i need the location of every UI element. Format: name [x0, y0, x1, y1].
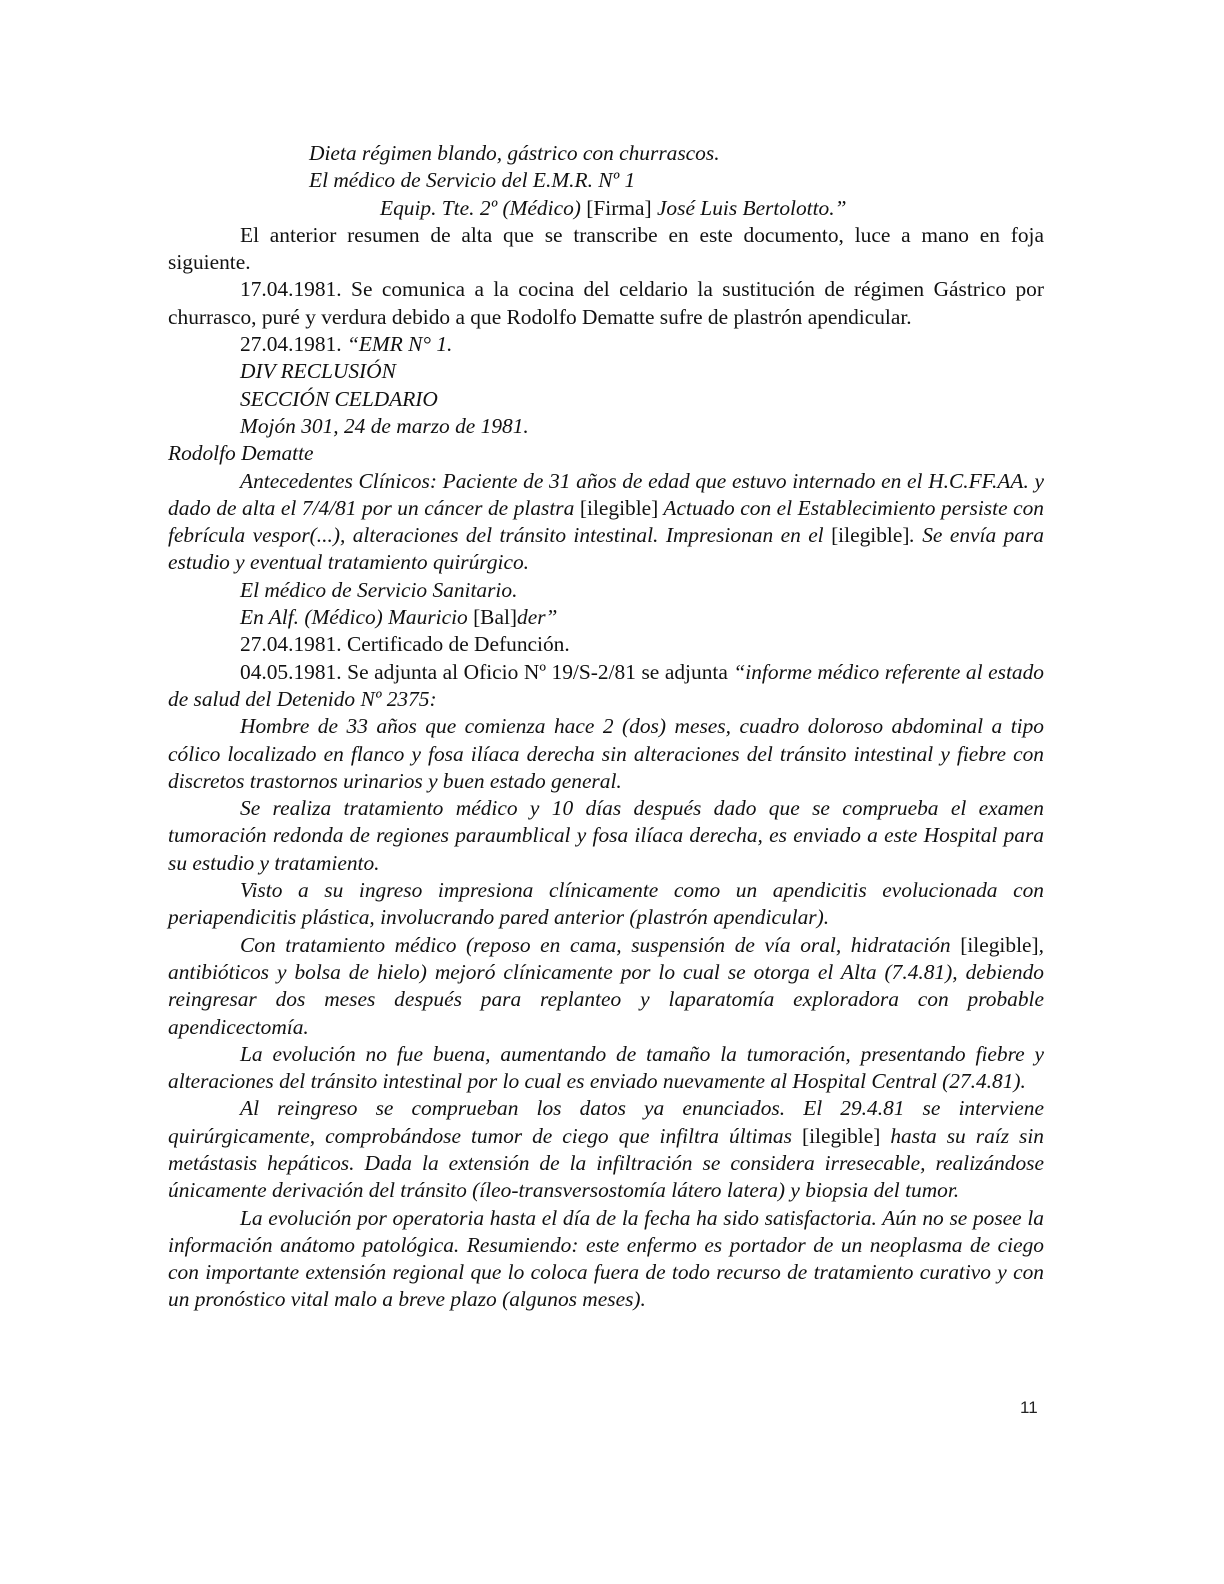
bracket-note: [ilegible]: [801, 1123, 881, 1148]
text-line: [168, 440, 1044, 467]
bracket-note: [Bal]: [473, 605, 518, 630]
page-number: 11: [1020, 1398, 1038, 1417]
bracket-note: [ilegible]: [831, 523, 910, 548]
paragraph: [168, 331, 1044, 358]
text-line: [168, 358, 1044, 385]
text-line: [168, 140, 1044, 167]
paragraph: [168, 1041, 1044, 1096]
italic-text: “informe médico referente al estado de salud del Detenido Nº 2375:: [168, 659, 1044, 711]
text-line: [168, 413, 1044, 440]
italic-text: Visto a su ingreso impresiona clínicamente como un apendicitis evolucionada con periapendicitis plástica, involucrando pared anterior (plastrón apendicular).: [168, 878, 1044, 930]
paragraph: [168, 795, 1044, 877]
italic-text: Antecedentes Clínicos: Paciente de 31 años de edad que estuvo internado en el H.C.FF.AA. y dado de alta el 7/4/81 por un cáncer de plastra: [168, 468, 1044, 520]
italic-text: El médico de Servicio del E.M.R. Nº 1: [309, 168, 636, 193]
italic-text: La evolución por operatoria hasta el día de la fecha ha sido satisfactoria. Aún no se posee la información anátomo patológica. Resumiendo: este enfermo es portador de un neoplasma de ciego con importante extensión regional que lo coloca fuera de todo recurso de tratamiento curativo y con un pronóstico vital malo a breve plazo (algunos meses).: [168, 1205, 1044, 1312]
paragraph: [168, 1205, 1044, 1314]
paragraph: 27.04.1981. Certificado de Defunción.: [240, 632, 570, 657]
italic-text: Mojón 301, 24 de marzo de 1981.: [240, 413, 529, 438]
text-line: [168, 386, 1044, 413]
italic-text: Con tratamiento médico (reposo en cama, suspensión de vía oral, hidratación: [240, 932, 961, 957]
italic-text: . Se envía para estudio y eventual tratamiento quirúrgico.: [168, 523, 1045, 575]
italic-text: El médico de Servicio Sanitario.: [240, 577, 518, 602]
italic-text: Equip. Tte. 2º (Médico): [380, 195, 587, 220]
paragraph: [168, 1095, 1044, 1204]
paragraph: 17.04.1981. Se comunica a la cocina del celdario la sustitución de régimen Gástrico por churrasco, puré y verdura debido a que Rodolfo Dematte sufre de plastrón apendicular.: [168, 277, 1044, 329]
italic-text: Actuado con el Establecimiento persiste con febrícula vespor(...), alteraciones del tránsito intestinal. Impresionan en el: [168, 495, 1044, 548]
text-line: [168, 167, 1044, 194]
italic-text: Al reingreso se comprueban los datos ya enunciados. El 29.4.81 se interviene quirúrgicamente, comprobándose tumor de ciego que infiltra últimas: [168, 1096, 1044, 1148]
italic-text: Hombre de 33 años que comienza hace 2 (dos) meses, cuadro doloroso abdominal a tipo cólico localizado en flanco y fosa ilíaca derecha sin alteraciones del tránsito intestinal y fiebre con discretos trastornos urinarios y buen estado general.: [168, 714, 1044, 793]
italic-text: SECCIÓN CELDARIO: [240, 386, 438, 411]
paragraph: [168, 932, 1044, 1041]
text-line: [168, 577, 1044, 604]
italic-text: der”: [517, 605, 558, 630]
document-body: [168, 140, 1044, 1314]
paragraph: [168, 713, 1044, 795]
bracket-note: [Firma]: [586, 195, 657, 220]
italic-text: DIV RECLUSIÓN: [240, 359, 396, 384]
date-text: 27.04.1981.: [240, 332, 347, 357]
bracket-note: [ilegible]: [960, 932, 1039, 957]
italic-text: Se realiza tratamiento médico y 10 días después dado que se comprueba el examen tumoración redonda de regiones paraumblical y fosa ilíaca derecha, es enviado a este Hospital para su estudio y tratamiento.: [168, 796, 1044, 875]
italic-text: hasta su raíz sin metástasis hepáticos. Dada la extensión de la infiltración se considera irresecable, realizándose únicamente derivación del tránsito (íleo-transversostomía látero latera) y biopsia del tumor.: [168, 1123, 1044, 1203]
italic-text: En Alf. (Médico) Mauricio: [240, 605, 474, 630]
bracket-note: [ilegible]: [579, 495, 659, 520]
italic-text: La evolución no fue buena, aumentando de tamaño la tumoración, presentando fiebre y alteraciones del tránsito intestinal por lo cual es enviado nuevamente al Hospital Central (27.4.81).: [168, 1041, 1044, 1094]
paragraph: El anterior resumen de alta que se transcribe en este documento, luce a mano en foja siguiente.: [168, 222, 1044, 275]
paragraph: [168, 468, 1044, 577]
italic-text: Dieta régimen blando, gástrico con churrascos.: [309, 141, 720, 165]
paragraph: [168, 877, 1044, 932]
italic-text: “EMR N° 1.: [346, 332, 453, 357]
signature-line: [168, 195, 1044, 222]
text: 04.05.1981. Se adjunta al Oficio Nº 19/S-2/81 se adjunta: [240, 659, 734, 684]
italic-text: Rodolfo Dematte: [168, 441, 314, 466]
italic-text: José Luis Bertolotto.”: [656, 195, 847, 220]
italic-text: , antibióticos y bolsa de hielo) mejoró clínicamente por lo cual se otorga el Alta (7.4.81), debiendo reingresar dos meses después para replanteo y laparatomía exploradora con probable apendicectomía.: [168, 932, 1044, 1039]
text-line: [168, 604, 1044, 631]
paragraph: [168, 659, 1044, 714]
